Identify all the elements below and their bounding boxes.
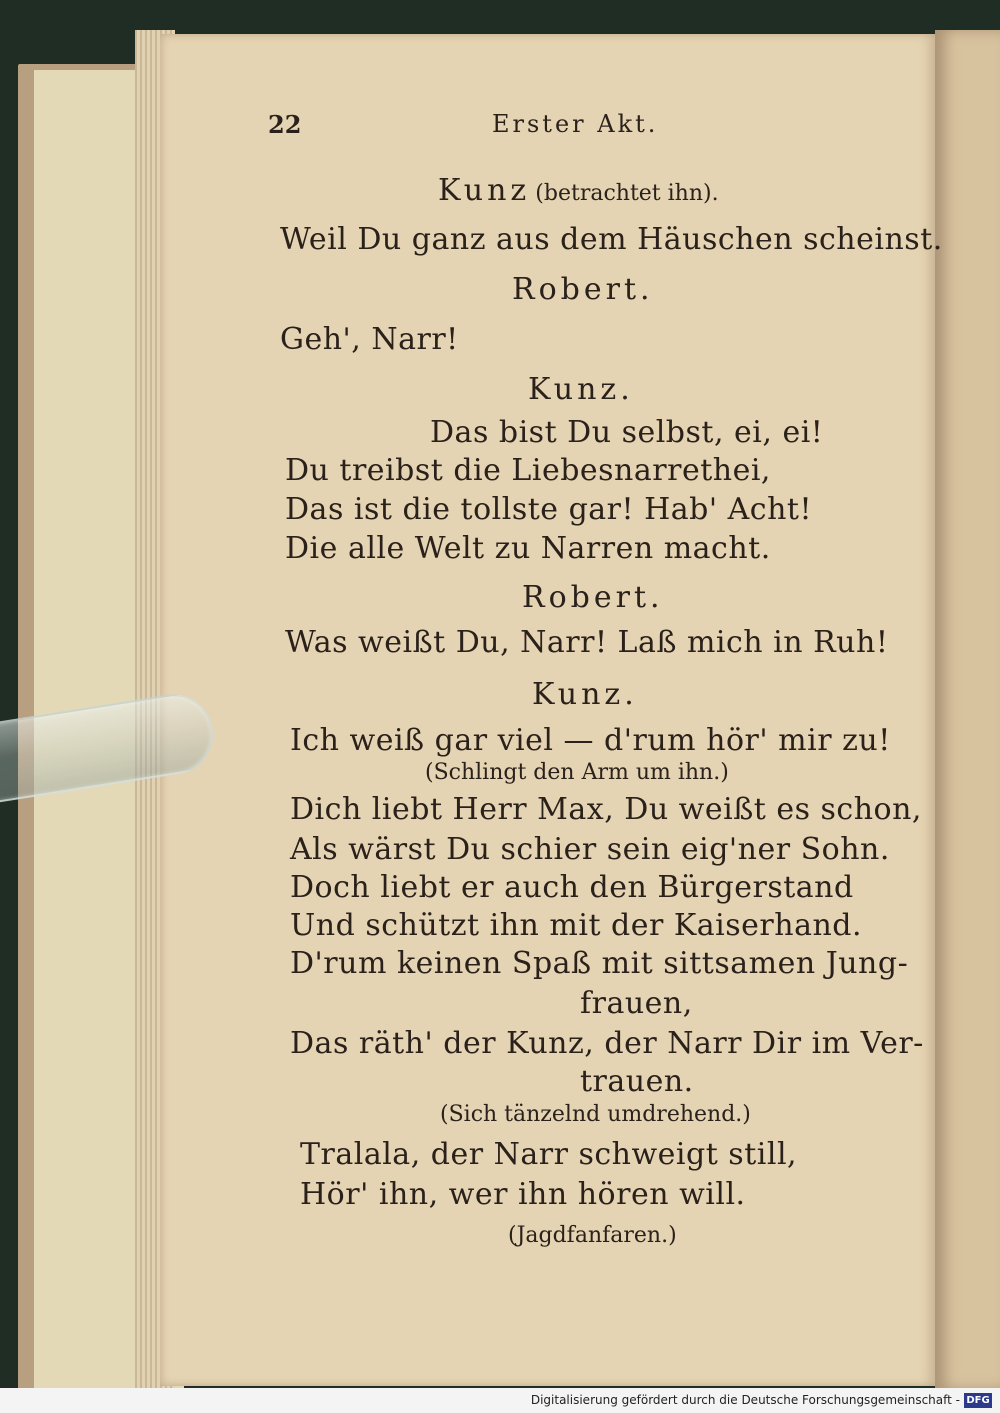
- verse-line: D'rum keinen Spaß mit sittsamen Jung-: [290, 946, 909, 981]
- verse-line: frauen,: [580, 986, 693, 1021]
- verse-line: Weil Du ganz aus dem Häuschen scheinst.: [280, 222, 943, 257]
- stage-direction: (Schlingt den Arm um ihn.): [425, 760, 729, 785]
- verse-line: Was weißt Du, Narr! Laß mich in Ruh!: [285, 625, 889, 660]
- speaker-name: Kunz.: [528, 372, 634, 407]
- verse-line: Hör' ihn, wer ihn hören will.: [300, 1177, 746, 1212]
- speaker-name: Robert.: [512, 272, 654, 307]
- stage-direction: (Jagdfanfaren.): [508, 1223, 677, 1248]
- dfg-logo: DFG: [964, 1393, 992, 1408]
- verse-line: Ich weiß gar viel — d'rum hör' mir zu!: [290, 723, 891, 758]
- page-number: 22: [268, 110, 302, 139]
- verse-line: Und schützt ihn mit der Kaiserhand.: [290, 908, 863, 943]
- verse-line: Das räth' der Kunz, der Narr Dir im Ver-: [290, 1026, 924, 1061]
- running-title: Erster Akt.: [492, 110, 659, 138]
- footer-credit: Digitalisierung gefördert durch die Deutsche Forschungsgemeinschaft -: [530, 1393, 960, 1407]
- speaker-name: Kunz: [438, 173, 531, 208]
- speaker-name: Robert.: [522, 580, 664, 615]
- verse-line: Doch liebt er auch den Bürgerstand: [290, 870, 854, 905]
- verse-line: Dich liebt Herr Max, Du weißt es schon,: [290, 792, 922, 827]
- verse-line: Geh', Narr!: [280, 322, 459, 357]
- verse-line: Als wärst Du schier sein eig'ner Sohn.: [290, 832, 890, 867]
- verse-line: Die alle Welt zu Narren macht.: [285, 531, 771, 566]
- stage-direction: (Sich tänzelnd umdrehend.): [440, 1102, 751, 1127]
- stage-direction: (betrachtet ihn).: [535, 181, 719, 206]
- verse-line: Das bist Du selbst, ei, ei!: [430, 415, 824, 450]
- verse-line: Das ist die tollste gar! Hab' Acht!: [285, 492, 813, 527]
- speaker-line: [438, 173, 719, 208]
- verse-line: Tralala, der Narr schweigt still,: [300, 1137, 798, 1172]
- verse-line: Du treibst die Liebesnarrethei,: [285, 453, 771, 488]
- verse-line: trauen.: [580, 1064, 694, 1099]
- speaker-name: Kunz.: [532, 677, 638, 712]
- digitization-footer: [0, 1388, 1000, 1413]
